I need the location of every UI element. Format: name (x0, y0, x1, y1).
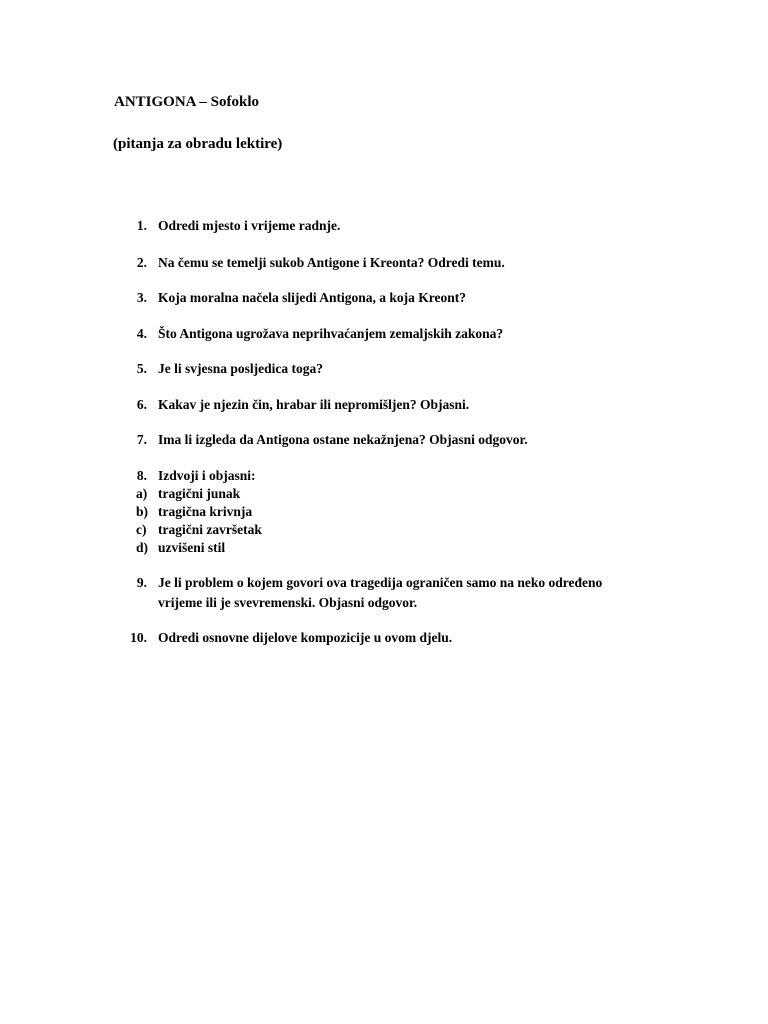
document-title: ANTIGONA – Sofoklo (114, 94, 260, 110)
sub-item-text: tragična krivnja (158, 504, 253, 519)
question-number: 8. (136, 468, 147, 483)
question-text: Koja moralna načela slijedi Antigona, a koja Kreont? (158, 290, 467, 305)
question-text: Ima li izgleda da Antigona ostane nekažnjena? Objasni odgovor. (158, 432, 528, 447)
sub-item-letter: b) (136, 504, 149, 519)
question-number: 2. (136, 255, 147, 270)
question-number: 10. (130, 630, 147, 645)
sub-item-text: tragični završetak (158, 522, 262, 537)
sub-item-text: uzvišeni stil (158, 540, 226, 555)
question-text: Je li svjesna posljedica toga? (158, 361, 323, 376)
sub-item-letter: a) (136, 486, 148, 501)
sub-item-text: tragični junak (158, 486, 241, 501)
question-number: 7. (136, 432, 147, 447)
sub-item-letter: c) (136, 522, 147, 537)
question-text: Na čemu se temelji sukob Antigone i Kreonta? Odredi temu. (158, 255, 505, 270)
question-text: Odredi mjesto i vrijeme radnje. (158, 218, 341, 233)
question-text-continuation: vrijeme ili je svevremenski. Objasni odgovor. (158, 595, 418, 610)
question-number: 9. (136, 575, 147, 590)
sub-item-letter: d) (136, 540, 149, 555)
question-text: Odredi osnovne dijelove kompozicije u ovom djelu. (158, 630, 453, 645)
question-number: 4. (136, 326, 147, 341)
question-text: Je li problem o kojem govori ova tragedija ograničen samo na neko određeno (158, 575, 603, 590)
question-text: Kakav je njezin čin, hrabar ili nepromišljen? Objasni. (158, 397, 470, 412)
question-number: 6. (136, 397, 147, 412)
question-text: Izdvoji i objasni: (158, 468, 256, 483)
question-number: 1. (136, 218, 147, 233)
question-number: 3. (136, 290, 147, 305)
document-subtitle: (pitanja za obradu lektire) (113, 136, 283, 152)
question-number: 5. (136, 361, 147, 376)
question-text: Što Antigona ugrožava neprihvaćanjem zemaljskih zakona? (158, 326, 504, 341)
